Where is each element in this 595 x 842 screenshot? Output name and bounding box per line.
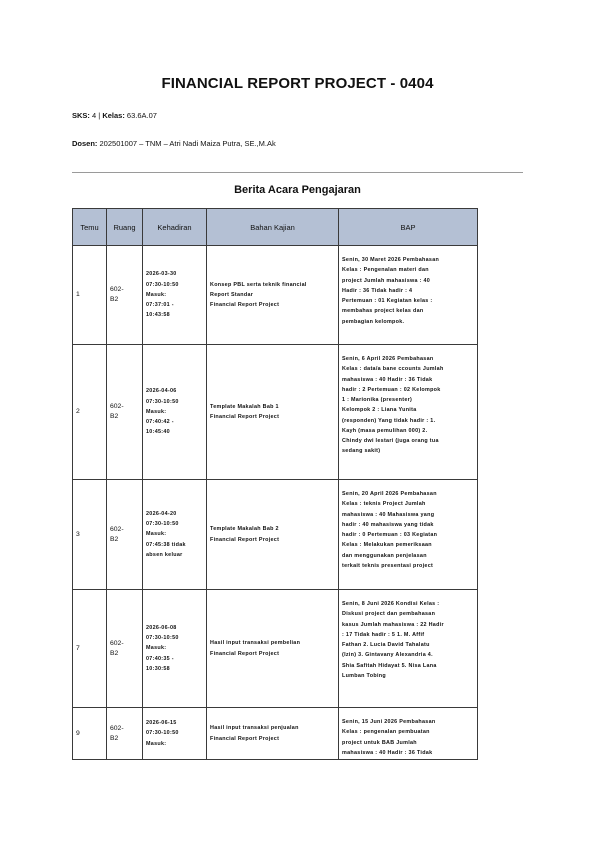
cell-bap-line: sedang sakit) <box>342 448 381 455</box>
cell-bap-line: pembagian kelompok. <box>342 318 405 325</box>
table-row <box>73 345 478 480</box>
cell-bap-line: terkait teknis presentasi project <box>342 562 434 569</box>
cell-ruang <box>107 246 143 345</box>
cell-kehadiran-line: absen keluar <box>146 551 183 558</box>
table-row <box>73 480 478 590</box>
cell-bahan-kajian-line: Financial Report Project <box>210 414 280 420</box>
cell-bap-line: mahasiswa : 40 Mahasiswa yang <box>342 511 435 518</box>
cell-kehadiran-line: 07:30-10:50 <box>146 398 179 405</box>
document-title: FINANCIAL REPORT PROJECT - 0404 <box>161 75 434 92</box>
cell-bap-line: kasus Jumlah mahasiswa : 22 Hadir <box>342 621 444 628</box>
cell-kehadiran-line: 2026-03-30 <box>146 271 177 278</box>
cell-bap-line: (responden) Yang tidak hadir : 1. <box>342 417 436 424</box>
divider <box>72 172 523 173</box>
cell-bap-line: Senin, 6 April 2026 Pembahasan <box>342 356 434 362</box>
table-header-row <box>73 209 478 246</box>
dosen-label: Dosen: <box>72 139 98 148</box>
cell-bahan-kajian <box>207 345 339 480</box>
cell-kehadiran-line: 07:37:01 - <box>146 302 174 309</box>
cell-ruang-line: B2 <box>110 734 119 742</box>
cell-bap-line: project untuk BAB Jumlah <box>342 739 417 746</box>
teaching-log-table <box>72 208 478 760</box>
cell-bap-line: hadir : 2 Pertemuan : 02 Kelompok <box>342 386 441 393</box>
cell-bap <box>339 480 478 590</box>
cell-bap-line: Senin, 30 Maret 2026 Pembahasan <box>342 257 440 263</box>
cell-kehadiran-line: 07:30-10:50 <box>146 521 179 528</box>
cell-bap-line: membahas project kelas dan <box>342 308 424 315</box>
sks-label: SKS: <box>72 111 90 120</box>
cell-bahan-kajian-line: Template Makalah Bab 2 <box>210 526 279 533</box>
cell-ruang <box>107 345 143 480</box>
table-row <box>73 246 478 345</box>
cell-bap-line: Kelas : Pengenalan materi dan <box>342 267 429 274</box>
table-row <box>73 708 478 760</box>
cell-bap-line: Kelas : teknis Project Jumlah <box>342 501 426 508</box>
header-bahan-kajian: Bahan Kajian <box>207 209 339 246</box>
cell-bap-line: Pertemuan : 01 Kegiatan kelas : <box>342 298 433 305</box>
cell-bahan-kajian <box>207 246 339 345</box>
cell-bap-line: 1 : Marionika (presenter) <box>342 397 413 404</box>
cell-bap-line: (Izin) 3. Gintavany Alexandria 4. <box>342 652 433 659</box>
cell-ruang <box>107 590 143 708</box>
cell-bap-line: Fathan 2. Lucia David Tahalatu <box>342 642 430 649</box>
cell-ruang-line: B2 <box>110 296 119 303</box>
header-bap: BAP <box>339 209 478 246</box>
cell-bap-line: Senin, 15 Juni 2026 Pembahasan <box>342 719 436 725</box>
cell-kehadiran-line: Masuk: <box>146 740 167 747</box>
cell-kehadiran <box>143 345 207 480</box>
cell-kehadiran-line: 07:30-10:50 <box>146 730 179 737</box>
cell-bap-line: Kelas : data/a bane ccounts Jumlah <box>342 366 444 373</box>
cell-bahan-kajian-line: Hasil input transaksi pembelian <box>210 640 301 647</box>
cell-ruang <box>107 480 143 590</box>
cell-kehadiran-line: 07:30-10:50 <box>146 635 179 642</box>
header-temu: Temu <box>73 209 107 246</box>
cell-kehadiran-line: 2026-04-06 <box>146 388 177 395</box>
cell-bap-line: Lumban Tobing <box>342 672 386 679</box>
cell-kehadiran-line: 2026-06-08 <box>146 624 177 631</box>
cell-bap-line: Hadir : 36 Tidak hadir : 4 <box>342 287 413 294</box>
cell-bahan-kajian-line: Konsep PBL serta teknik financial <box>210 281 307 288</box>
cell-bap <box>339 708 478 760</box>
section-title: Berita Acara Pengajaran <box>234 184 361 196</box>
cell-ruang-line: B2 <box>110 649 119 657</box>
cell-temu: 1 <box>73 246 107 345</box>
cell-kehadiran-line: 10:45:40 <box>146 429 170 436</box>
cell-bahan-kajian-line: Financial Report Project <box>210 650 280 657</box>
lecturer-info-line <box>72 139 276 148</box>
table-row <box>73 590 478 708</box>
cell-bahan-kajian-line: Template Makalah Bab 1 <box>210 403 279 410</box>
cell-bahan-kajian <box>207 590 339 708</box>
cell-bahan-kajian-line: Financial Report Project <box>210 536 280 543</box>
cell-bap-line: mahasiswa : 40 Hadir : 36 Tidak <box>342 749 433 756</box>
cell-bahan-kajian-line: Financial Report Project <box>210 302 280 309</box>
cell-temu: 9 <box>73 708 107 760</box>
cell-kehadiran-line: 07:45:38 tidak <box>146 541 186 548</box>
cell-kehadiran-line: 2026-04-20 <box>146 510 177 517</box>
cell-kehadiran <box>143 708 207 760</box>
cell-kehadiran-line: Masuk: <box>146 531 167 538</box>
cell-bap-line: hadir : 40 mahasiswa yang tidak <box>342 521 434 528</box>
cell-bap-line: hadir : 0 Pertemuan : 03 Kegiatan <box>342 532 438 539</box>
cell-kehadiran-line: Masuk: <box>146 408 167 415</box>
cell-ruang <box>107 708 143 760</box>
cell-bahan-kajian <box>207 708 339 760</box>
cell-kehadiran-line: 07:30-10:50 <box>146 281 179 288</box>
cell-bap-line: Diskusi project dan pembahasan <box>342 611 436 618</box>
sks-value: 4 | <box>92 111 103 120</box>
cell-bap-line: Senin, 8 Juni 2026 Kondisi Kelas : <box>342 601 440 607</box>
cell-kehadiran-line: Masuk: <box>146 645 167 652</box>
cell-bahan-kajian-line: Hasil input transaksi penjualan <box>210 725 299 732</box>
cell-kehadiran <box>143 246 207 345</box>
cell-kehadiran-line: Masuk: <box>146 291 167 298</box>
cell-kehadiran <box>143 480 207 590</box>
cell-bap <box>339 590 478 708</box>
kelas-value: 63.6A.07 <box>126 111 157 120</box>
kelas-label: Kelas: <box>102 111 125 120</box>
cell-temu: 3 <box>73 480 107 590</box>
cell-kehadiran-line: 2026-06-15 <box>146 720 177 727</box>
cell-bahan-kajian <box>207 480 339 590</box>
cell-bap-line: dan menggunakan penjelasan <box>342 552 427 559</box>
cell-kehadiran-line: 10:43:58 <box>146 312 170 319</box>
cell-bap-line: Kelas : Melakukan pemeriksaan <box>342 542 432 549</box>
cell-ruang-line: 602- <box>110 286 124 294</box>
cell-bap-line: : 17 Tidak hadir : 5 1. M. Affif <box>342 631 425 638</box>
dosen-value: 202501007 – TNM – Atri Nadi Maiza Putra, SE.,M.Ak <box>99 139 276 148</box>
cell-ruang-line: 602- <box>110 525 124 533</box>
cell-bap-line: mahasiswa : 40 Hadir : 36 Tidak <box>342 376 433 383</box>
cell-ruang-line: B2 <box>110 535 119 543</box>
cell-bap <box>339 345 478 480</box>
cell-bap-line: project Jumlah mahasiswa : 40 <box>342 277 431 284</box>
cell-kehadiran-line: 07:40:42 - <box>146 419 174 426</box>
cell-bap-line: Shia Safitah Hidayat 5. Nisa Lana <box>342 662 437 669</box>
header-kehadiran: Kehadiran <box>143 209 207 246</box>
cell-bap-line: Chindy dwi lestari (juga orang tua <box>342 438 439 445</box>
class-info-line <box>72 111 157 120</box>
cell-kehadiran <box>143 590 207 708</box>
cell-ruang-line: 602- <box>110 724 124 732</box>
cell-ruang-line: 602- <box>110 403 124 411</box>
cell-bahan-kajian-line: Report Standar <box>210 291 254 298</box>
header-ruang: Ruang <box>107 209 143 246</box>
cell-ruang-line: 602- <box>110 639 124 647</box>
cell-bahan-kajian-line: Financial Report Project <box>210 735 280 742</box>
cell-temu: 2 <box>73 345 107 480</box>
cell-ruang-line: B2 <box>110 413 119 420</box>
cell-temu: 7 <box>73 590 107 708</box>
cell-bap-line: Senin, 20 April 2026 Pembahasan <box>342 491 437 497</box>
cell-bap-line: Kelompok 2 : Liana Yunita <box>342 407 417 414</box>
cell-bap-line: Kelas : pengenalan pembuatan <box>342 729 430 736</box>
cell-bap <box>339 246 478 345</box>
cell-kehadiran-line: 10:30:58 <box>146 665 170 672</box>
cell-bap-line: Kayh (masa pemulihan 000) 2. <box>342 427 428 434</box>
cell-kehadiran-line: 07:40:35 - <box>146 655 174 662</box>
